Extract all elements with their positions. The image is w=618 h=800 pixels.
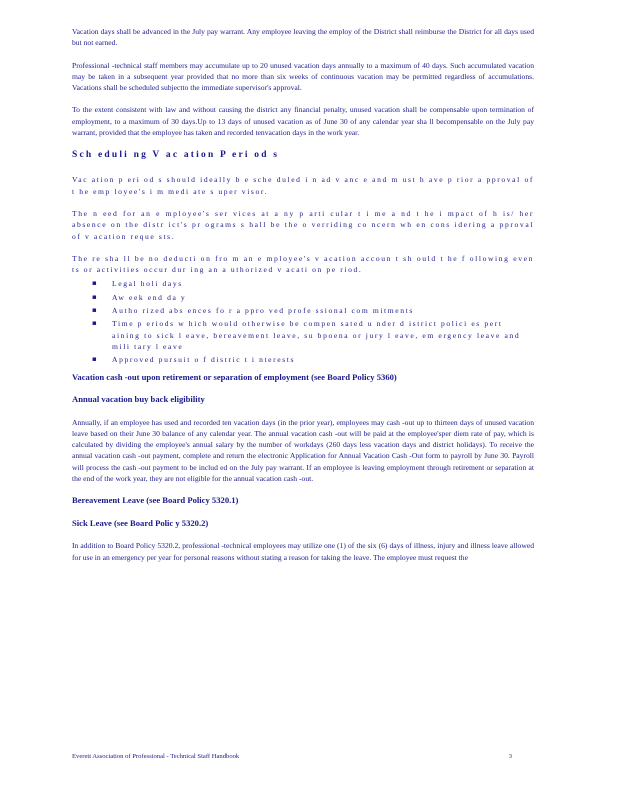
bullet-icon: ▪ [92,292,99,301]
vacation-compensation-paragraph: To the extent consistent with law and without causing the district any financial penalty, unused vacation shall be compensable upon termination of employment, to a maximum of 30 days.Up to 13 days of unused vacation as of June 30 of any calendar year sha ll becompensable on the July pay warrant, provided that the employee has taken and recorded tenvacation days in the work year. [72,105,534,138]
bullet-icon: ▪ [92,355,99,364]
list-item: ▪ Aw eek end da y [92,292,187,302]
bullet-icon: ▪ [92,319,99,328]
sick-leave-heading: Sick Leave (see Board Polic y 5320.2) [72,517,209,528]
list-item: ▪ Approved pursuit o f distric t i nterests [92,355,296,365]
bullet-icon: ▪ [92,279,99,288]
list-item: ▪ Autho rized abs ences fo r a ppro ved profe ssional com mitments [92,306,414,316]
buyback-paragraph: Annually, if an employee has used and recorded ten vacation days (in the prior year), employees may cash -out up to thirteen days of unused vacation leave based on their June 30 balance of any calendar year. The annual vacation cash -out will be paid at the employee'sper diem rate of pay, which is calculated by dividing the employee's annual salary by the number of workdays (260 days less vacation days and district holidays). To receive the annual vacation cash -out payment, complete and return the electronic Application for Annual Vacation Cash -Out form to payroll by June 30. Payroll will process the cash -out payment to be includ ed on the July pay warrant. If an employee is leaving employment through retirement or separation at the end of the work year, they are not eligible for the annual vacation cash -out. [72,417,534,484]
list-item: ▪ Time p eriods w hich would otherwise be compen sated u nder d istrict polici es pert aining to sick l eave, bereavement leave, su bpoena or jury l eave, em ergency leave and mili tary l eave [92,319,521,351]
footer-title: Everett Association of Professional - Technical Staff Handbook [72,753,240,760]
no-deduction-list [72,278,534,365]
page-number: 3 [508,753,512,760]
vacation-accumulation-paragraph: Professional -technical staff members may accumulate up to 20 unused vacation days annually to a maximum of 40 days. Such accumulated vacation may be taken in a subsequent year provided that no more than six weeks of continuous vacation may be permitted regardless of accumulations. Vacations shall be scheduled subjectto the immediate supervisor's approval. [72,60,534,93]
page-footer [72,753,512,760]
scheduling-heading: Sch eduli ng V ac ation P eri od s [72,150,280,161]
bullet-icon: ▪ [92,306,99,315]
scheduling-paragraph-1: Vac ation p eri od s should ideally b e sche duled i n ad v anc e and m ust h ave p rior a pproval of t he emp loyee's i m medi ate s uper visor. [72,175,534,196]
vacation-advance-paragraph: Vacation days shall be advanced in the July pay warrant. Any employee leaving the employ of the District shall reimburse the District for all days used but not earned. [72,27,534,48]
scheduling-paragraph-2: The n eed for an e mployee's ser vices at a ny p arti cular t i me a nd t he i mpact of h is/ her absence on the distr ict's pr ograms s hall be the o verriding co ncern wh en cons idering a pproval of v acation reque sts. [72,208,534,241]
bereavement-heading: Bereavement Leave (see Board Policy 5320.1) [72,495,239,506]
scheduling-paragraph-3: The re sha ll be no deducti on fro m an e mployee's v acation accoun t sh ould t he f ollowing even ts or activities occur dur ing an a uthorized v acati on pe riod. [72,253,534,275]
document-page [72,26,534,574]
buyback-heading: Annual vacation buy back eligibility [72,394,205,405]
sick-leave-paragraph: In addition to Board Policy 5320.2, professional -technical employees may utilize one (1) of the six (6) days of illness, injury and illness leave allowed for use in an emergency per year for personal reasons without stating a reason for taking the leave. The employee must request the [72,541,534,562]
cashout-retirement-heading: Vacation cash -out upon retirement or separation of employment (see Board Policy 5360) [72,371,397,382]
list-item: ▪ Legal holi days [92,279,183,289]
